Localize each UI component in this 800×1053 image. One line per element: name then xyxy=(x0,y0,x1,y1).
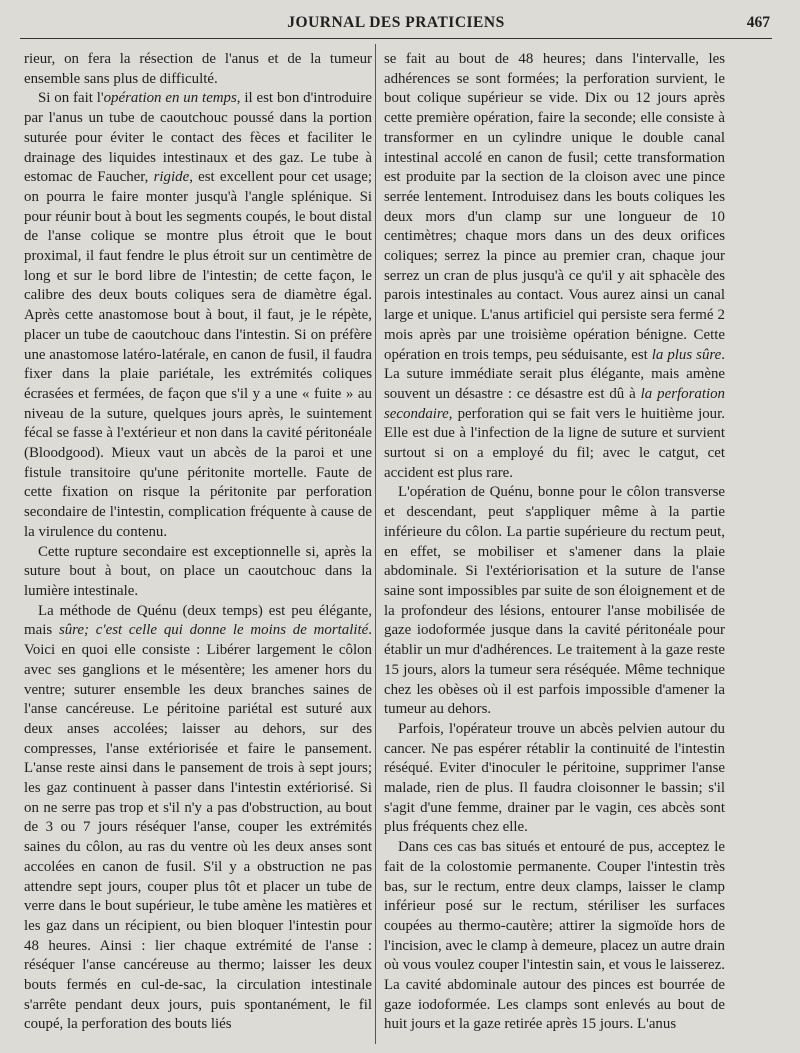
text-run: . La suture immédiate serait plus élégante, mais amène souvent un désastre : ce désastre est dû à xyxy=(384,346,725,402)
paragraph: rieur, on fera la résection de l'anus et de la tumeur ensemble sans plus de difficulté. xyxy=(24,51,372,87)
paragraph xyxy=(24,602,372,1035)
paragraph: Cette rupture secondaire est exceptionnelle si, après la suture bout à bout, on place un caoutchouc dans la lumière intestinale. xyxy=(24,543,372,599)
text-run: , il est bon d'introduire par l'anus un tube de caoutchouc poussé dans la portion suturée pour éviter le contact des fèces et faciliter le drainage des liquides intestinaux et des gaz. Le tube à estomac de Faucher, xyxy=(24,90,372,186)
journal-title: JOURNAL DES PRATICIENS xyxy=(287,14,505,31)
text-run: , perforation qui se fait vers le huitième jour. Elle est due à l'infection de la ligne de suture et survient surtout si on a employé du fil; avec le catgut, cet accident est plus rare. xyxy=(384,405,725,481)
page-number: 467 xyxy=(746,14,770,31)
column-divider xyxy=(375,44,376,1044)
text-run: se fait au bout de 48 heures; dans l'intervalle, les adhérences se sont formées; la perforation survient, le bout colique supérieur se vide. Dix ou 12 jours après cette première opération, faire la seconde; elle consiste à transformer en un cylindre unique le double canal intestinal accolé en canon de fusil; cette transformation est produite par la section de la cloison avec une pince serrée lentement. Introduisez dans les bouts coliques les deux mors d'un clamp sur une longueur de 10 centimètres; chaque mors dans un des deux orifices coliques; serrez la pince au premier cran, chaque jour serrez un cran de plus jusqu'à ce qu'il y ait sphacèle des parois intestinales au contact. Vous aurez ainsi un canal large et unique. L'anus artificiel qui persiste sera fermé 2 mois après par une troisième opération bénigne. Cette opération en trois temps, peu séduisante, est xyxy=(384,51,725,363)
paragraph: Dans ces cas bas situés et entouré de pus, acceptez le fait de la colostomie permanente. Couper l'intestin très bas, sur le rectum, entre deux clamps, laisser le clamp inférieur posé sur le rectum, stériliser les surfaces coupées au thermo-cautère; attirer la sigmoïde hors de l'incision, avec le clamp à demeure, placez un autre drain où vous voulez couper l'intestin sain, et vous le laisserez. La cavité abdominale autour des pinces est bourrée de gaze iodoformée. Les clamps sont enlevés au bout de huit jours et la gaze retirée après 15 jours. L'anus xyxy=(384,839,725,1033)
left-column xyxy=(24,50,372,1035)
text-run: La méthode de Quénu (deux temps) est peu élégante, mais xyxy=(24,602,372,639)
italic-text: opération en un temps xyxy=(103,90,237,107)
italic-text: la perforation secondaire xyxy=(384,385,725,422)
text-run: . Voici en quoi elle consiste : Libérer largement le côlon avec ses ganglions et le mésentère; les amener hors du ventre; suturer ensemble les deux branches saines de l'anse cancéreuse. Le péritoine pariétal est suturé aux deux anses accolées; laisser au dehors, sur des compresses, l'anse extériorisée et faire le pansement. L'anse reste ainsi dans le pansement de trois à sept jours; les gaz continuent à passer dans l'intestin extériorisé. Si on ne serre pas trop et s'il n'y a pas d'obstruction, au bout de 3 ou 7 jours réséquer l'anse, couper les extrémités saines du côlon, au ras du ventre où les deux anses sont accolées en canon de fusil. S'il y a obstruction ne pas attendre sept jours, couper plus tôt et placer un tube de verre dans le bout supérieur, le tube amène les matières et les gaz dans un récipient, ou bien bloquer l'intestin pour 48 heures. Ainsi : lier chaque extrémité de l'anse : réséquer l'anse cancéreuse au thermo; laisser les deux bouts fermés en cul-de-sac, la circulation intestinale s'arrête pendant deux jours, puis spontanément, le fil coupé, la perforation des bouts liés xyxy=(24,622,372,1033)
text-run: , est excellent pour cet usage; on pourra le faire monter jusqu'à l'angle splénique. Si pour réunir bout à bout les segments coupés, le bout distal de l'anse colique se montre plus étroit que le bout proximal, il faut fendre le plus étroit sur un centimètre de long et sur le bord libre de l'intestin; de cette façon, le calibre des deux bouts coliques sera de diamètre égal. Après cette anastomose bout à bout, il faut, je le répète, placer un tube de caoutchouc dans l'intestin. Si on préfère une anastomose latéro-latérale, en canon de fusil, il faudra fixer dans la plaie pariétale, les extrémités coliques écrasées et fermées, de façon que s'il y a une « fuite » au niveau de la suture, quelques jours après, le suintement fécal se fasse à l'extérieur et non dans la cavité péritonéale (Bloodgood). Mieux vaut un abcès de la paroi et une fistule transitoire qu'une péritonite mortelle. Faute de cette fixation on risque la péritonite par perforation secondaire de l'intestin, complication fréquente à cause de la virulence du contenu. xyxy=(24,169,372,540)
paragraph: Parfois, l'opérateur trouve un abcès pelvien autour du cancer. Ne pas espérer rétablir la continuité de l'intestin réséqué. Eviter d'inoculer le péritoine, supprimer l'anse malade, rien de plus. Il faudra cloisonner le bassin; s'il s'agit d'une femme, drainer par le vagin, ces abcès sont plus fréquents chez elle. xyxy=(384,720,725,836)
page-header xyxy=(20,10,772,39)
paragraph xyxy=(24,89,372,542)
italic-text: sûre; c'est celle qui donne le moins de mortalité xyxy=(58,622,369,639)
paragraph xyxy=(384,50,725,483)
paragraph: L'opération de Quénu, bonne pour le côlon transverse et descendant, peut s'appliquer même à la partie inférieure du côlon. La partie supérieure du rectum peut, en effet, se mobiliser et s'amener dans la plaie abdominale. Si l'extériorisation et la suture de l'anse saine sont impossibles par suite de son éloignement et de la profondeur des lésions, entourer l'anse mobilisée de gaze iodoformée jusque dans la cavité péritonéale pour établir un mur d'adhérences. Le traitement à la gaze reste 15 jours, alors la tumeur sera réséquée. Même technique chez les obèses où il est parfois impossible d'amener la tumeur au dehors. xyxy=(384,484,725,718)
right-column xyxy=(384,50,725,1035)
italic-text: rigide xyxy=(153,169,190,186)
text-run: Si on fait l' xyxy=(38,90,104,107)
italic-text: la plus sûre xyxy=(651,346,722,363)
